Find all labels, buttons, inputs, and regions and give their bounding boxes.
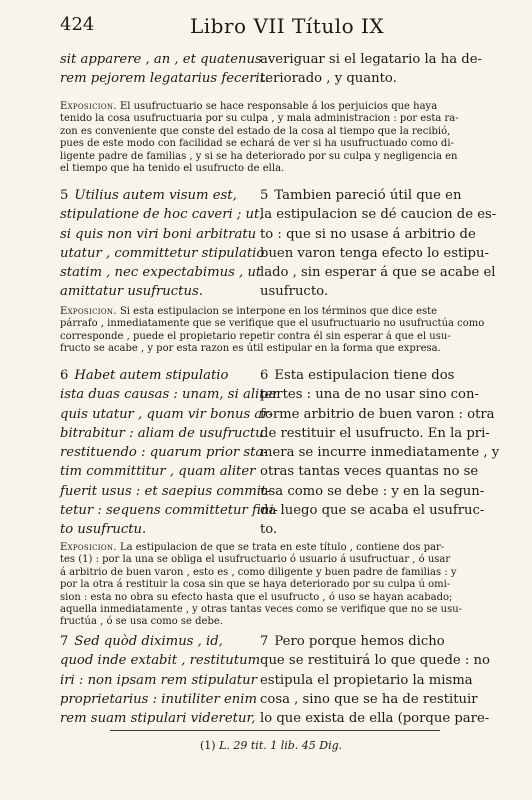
latin-line: rem pejorem legatarius fecerit. xyxy=(60,71,270,87)
spanish-line: cosa , sino que se ha de restituir xyxy=(260,691,478,707)
exposicion-label: Exposicion. xyxy=(60,542,117,553)
exposicion-line: Exposicion. El usufructuario se hace responsable á los perjuicios que haya xyxy=(60,101,438,112)
exposicion-line: tes (1) : por la una se obliga el usufructuario ó usuario á usufructuar , ó usar xyxy=(60,554,451,566)
footnote-divider xyxy=(110,730,440,731)
exposicion-line: por la otra á restituir la cosa sin que se haya deteriorado por su culpa ú omi- xyxy=(60,579,451,591)
spanish-line: 5 Tambien pareció útil que en xyxy=(260,188,462,203)
footnote-marker: (1) xyxy=(200,739,216,752)
exposicion-line: fructo se acabe , y por esta razon es útil estipular en la forma que expresa. xyxy=(60,343,441,355)
latin-column xyxy=(60,632,261,728)
exposicion-line: sion : esta no obra su efecto hasta que el usufructo , ó uso se hayan acabado; xyxy=(60,591,453,603)
paragraph-number: 7 xyxy=(60,634,69,649)
exposicion-line: Exposicion. La estipulacion de que se trata en este título , contiene dos par- xyxy=(60,542,445,553)
paragraph-number: 5 xyxy=(260,188,269,203)
latin-line: sit apparere , an , et quatenus xyxy=(60,52,262,67)
latin-column xyxy=(60,186,265,302)
spanish-column xyxy=(260,366,498,540)
exposicion-note xyxy=(60,306,498,356)
exposicion-line: fructúa , ó se usa como se debe. xyxy=(60,616,223,628)
spanish-line: lado , sin esperar á que se acabe el xyxy=(260,265,496,281)
spanish-line: da luego que se acaba el usufruc- xyxy=(260,503,485,519)
spanish-line: partes : una de no usar sino con- xyxy=(260,387,479,403)
latin-line: iri : non ipsam rem stipulatur xyxy=(60,672,257,688)
exposicion-line: á arbitrio de buen varon , esto es , como diligente y buen padre de familias : y xyxy=(60,566,457,578)
footnote xyxy=(200,739,342,752)
latin-line: 6 Habet autem stipulatio xyxy=(60,368,229,383)
latin-line: bitrabitur : aliam de usufructu xyxy=(60,425,264,441)
exposicion-line: tenido la cosa usufructuaria por su culpa , y mala administracion : por esta ra- xyxy=(60,113,459,125)
latin-line: proprietarius : inutiliter enim xyxy=(60,691,258,707)
latin-line: si quis non viri boni arbitratu xyxy=(60,226,257,242)
spanish-column xyxy=(260,186,498,302)
exposicion-note xyxy=(60,101,498,175)
exposicion-line: Exposicion. Si esta estipulacion se interpone en los términos que dice este xyxy=(60,306,438,317)
page-number: 424 xyxy=(60,14,95,35)
spanish-line: usa como se debe : y en la segun- xyxy=(260,483,485,499)
latin-line: ista duas causas : unam, si aliter xyxy=(60,387,279,403)
spanish-line: mera se incurre inmediatamente , y xyxy=(260,445,500,461)
latin-line: tetur : sequens committetur fini- xyxy=(60,503,278,519)
exposicion-line: aquella inmediatamente , y otras tantas veces como se verifique que no se usu- xyxy=(60,604,463,616)
latin-line: rem suam stipulari videretur, xyxy=(60,711,256,727)
footnote-citation: L. 29 tit. 1 lib. 45 Dig. xyxy=(219,739,343,752)
exposicion-line: ligente padre de familias , y si se ha deteriorado por su culpa y negligencia en xyxy=(60,150,458,162)
spanish-line: averiguar si el legatario la ha de- xyxy=(260,52,482,67)
spanish-line: 7 Pero porque hemos dicho xyxy=(260,634,445,649)
spanish-line: lo que exista de ella (porque pare- xyxy=(260,711,490,727)
exposicion-label: Exposicion. xyxy=(60,101,117,112)
exposicion-line: párrafo , inmediatamente que se verifique que el usufructuario no usufructúa como xyxy=(60,318,485,330)
latin-line: tim committitur , quam aliter xyxy=(60,464,256,480)
latin-line: statim , nec expectabimus , ut xyxy=(60,265,262,281)
spanish-line: teriorado , y quanto. xyxy=(260,71,397,87)
spanish-column xyxy=(260,632,498,728)
latin-column xyxy=(60,366,279,540)
exposicion-line: zon es conveniente que conste del estado de la cosa al tiempo que la recibió, xyxy=(60,125,451,137)
spanish-column xyxy=(260,50,498,89)
latin-line: restituendo : quarum prior sta- xyxy=(60,445,268,461)
paragraph-number: 5 xyxy=(60,188,69,203)
spanish-line: to. xyxy=(260,522,278,538)
latin-line: quod inde extabit , restitutum xyxy=(60,653,261,669)
spanish-line: buen varon tenga efecto lo estipu- xyxy=(260,245,489,261)
latin-line: utatur , committetur stipulatio xyxy=(60,245,265,261)
exposicion-line: corresponde , puede el propietario repetir contra él sin esperar á que el usu- xyxy=(60,330,451,342)
latin-line: to usufructu. xyxy=(60,522,147,538)
latin-line: amittatur usufructus. xyxy=(60,284,203,300)
spanish-line: usufructo. xyxy=(260,284,329,300)
spanish-line: otras tantas veces quantas no se xyxy=(260,464,479,480)
paragraph-number: 7 xyxy=(260,634,269,649)
spanish-line: to : que si no usase á arbitrio de xyxy=(260,226,476,242)
spanish-line: de restituir el usufructo. En la pri- xyxy=(260,425,490,441)
page-header xyxy=(60,14,502,42)
spanish-line: que se restituirá lo que quede : no xyxy=(260,653,490,669)
exposicion-label: Exposicion. xyxy=(60,306,117,317)
exposicion-note xyxy=(60,542,498,629)
spanish-line: 6 Esta estipulacion tiene dos xyxy=(260,368,455,383)
paragraph-number: 6 xyxy=(60,368,69,383)
latin-line: 7 Sed quòd diximus , id, xyxy=(60,634,223,649)
latin-line: 5 Utilius autem visum est, xyxy=(60,188,237,203)
latin-line: fuerit usus : et saepius commit- xyxy=(60,483,271,499)
latin-line: quis utatur , quam vir bonus ar- xyxy=(60,406,274,422)
running-title: Libro VII Título IX xyxy=(190,14,385,38)
latin-line: stipulatione de hoc caveri ; ut, xyxy=(60,207,264,223)
exposicion-line: el tiempo que ha tenido el usufructo de ella. xyxy=(60,163,285,175)
exposicion-line: pues de este modo con facilidad se echará de ver si ha usufructuado como di- xyxy=(60,138,454,150)
spanish-line: la estipulacion se dé caucion de es- xyxy=(260,207,497,223)
paragraph-number: 6 xyxy=(260,368,269,383)
spanish-line: forme arbitrio de buen varon : otra xyxy=(260,406,495,422)
spanish-line: estipula el propietario la misma xyxy=(260,672,473,688)
latin-column xyxy=(60,50,270,89)
